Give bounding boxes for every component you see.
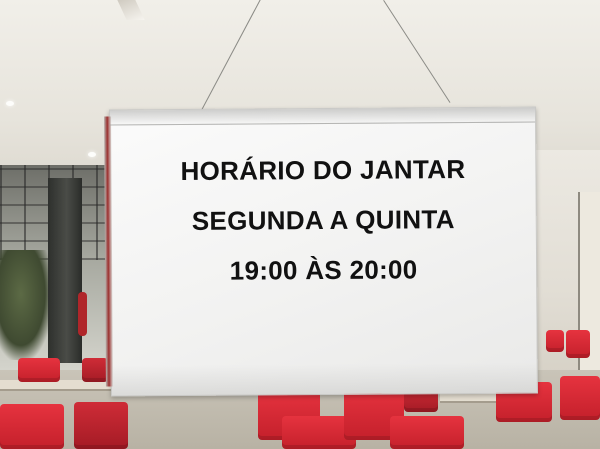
- sign-days: SEGUNDA A QUINTA: [191, 204, 455, 236]
- sign-title: HORÁRIO DO JANTAR: [180, 154, 466, 186]
- red-chair: [82, 358, 108, 382]
- ceiling-spotlight: [6, 101, 14, 106]
- plant: [0, 250, 52, 360]
- ceiling-spotlight: [88, 152, 96, 157]
- dinner-hours-sign: [109, 107, 538, 397]
- dark-pillar: [48, 178, 82, 363]
- red-chair: [560, 376, 600, 420]
- fire-extinguisher: [78, 292, 87, 336]
- red-chair: [18, 358, 60, 382]
- plastic-sleeve: [112, 363, 537, 396]
- red-chair: [546, 330, 564, 352]
- plastic-tape: [110, 108, 535, 126]
- sign-hours: 19:00 ÀS 20:00: [229, 254, 418, 286]
- red-chair: [0, 404, 64, 449]
- red-chair: [74, 402, 128, 449]
- red-chair: [390, 416, 464, 449]
- red-chair: [566, 330, 590, 358]
